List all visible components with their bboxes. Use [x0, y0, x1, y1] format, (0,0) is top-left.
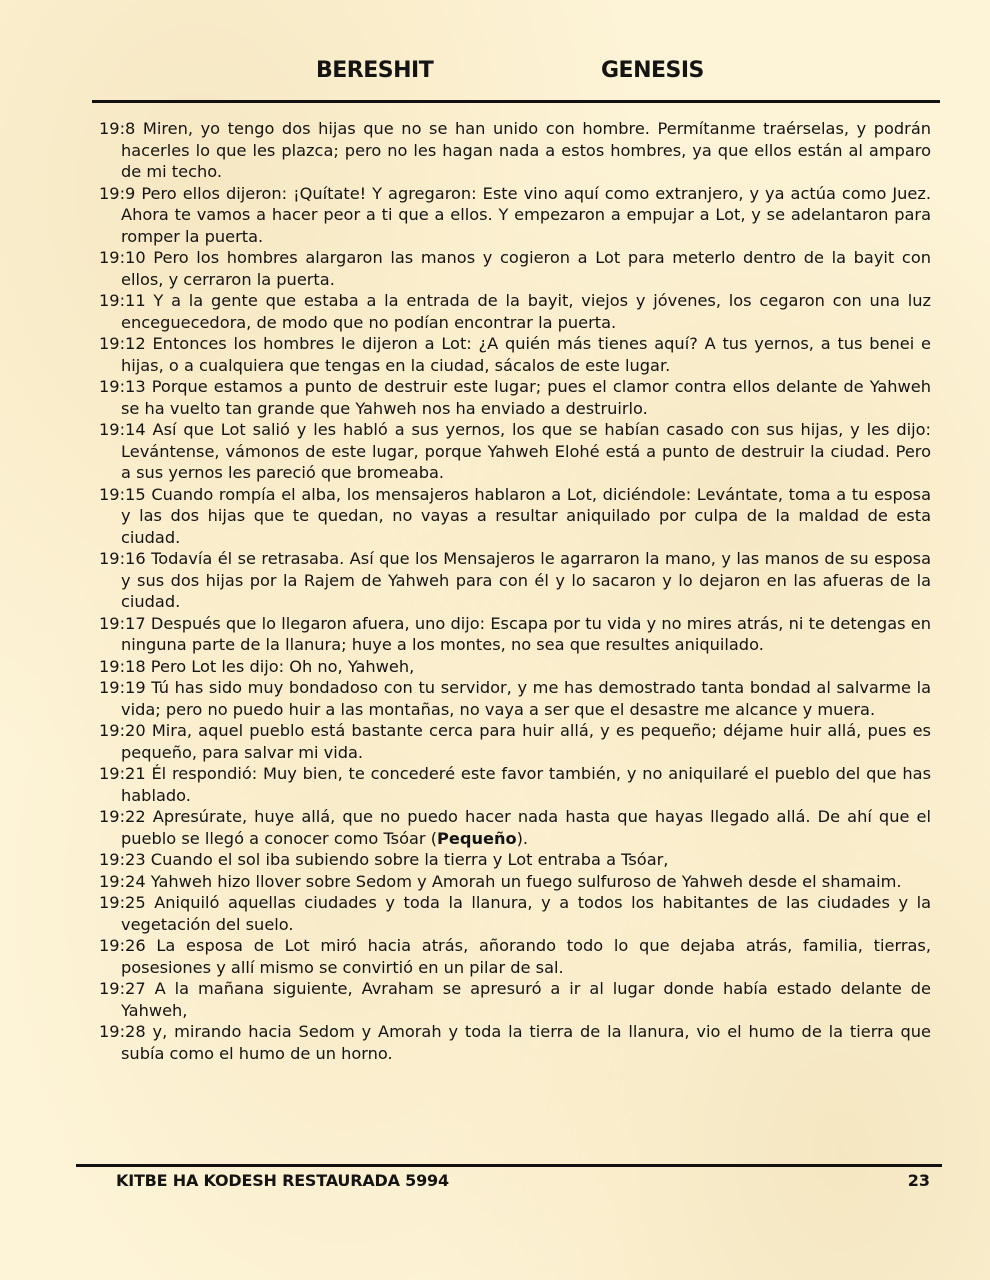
verse-reference: 19:19	[99, 678, 146, 697]
header-book-hebrew-title: BERESHIT	[316, 58, 434, 83]
verse-text: Pero ellos dijeron: ¡Quítate! Y agregaron: Este vino aquí como extranjero, y ya actúa como Juez. Ahora te vamos a hacer peor a ti que a ellos. Y empezaron a empujar a Lot, y se adelantaron para romper la puerta.	[121, 183, 931, 246]
verse-text: y, mirando hacia Sedom y Amorah y toda la tierra de la llanura, vio el humo de la tierra que subía como el humo de un horno.	[121, 1022, 931, 1063]
verse-text: Después que lo llegaron afuera, uno dijo: Escapa por tu vida y no mires atrás, ni te detengas en ninguna parte de la llanura; huye a los montes, no sea que resultes aniquilado.	[121, 613, 931, 654]
verse	[99, 183, 931, 248]
verse-reference: 19:20	[99, 721, 146, 740]
verse-text: Tú has sido muy bondadoso con tu servidor, y me has demostrado tanta bondad al salvarme la vida; pero no puedo huir a las montañas, no vaya a ser que el desastre me alcance y muera.	[121, 678, 931, 719]
verse	[99, 419, 931, 484]
verse-text: Así que Lot salió y les habló a sus yernos, los que se habían casado con sus hijas, y les dijo: Levántense, vámonos de este lugar, porque Yahweh Elohé está a punto de destruir la ciudad. Pero a sus yernos les pareció que bromeaba.	[121, 420, 931, 482]
footer-rule	[76, 1164, 942, 1167]
verse	[99, 935, 931, 978]
verse-text: Cuando rompía el alba, los mensajeros hablaron a Lot, diciéndole: Levántate, toma a tu esposa y las dos hijas que te quedan, no vayas a resultar aniquilado por culpa de la maldad de esta ciudad.	[121, 484, 931, 547]
verse-list	[99, 118, 931, 1064]
verse	[99, 677, 931, 720]
page-header	[0, 58, 990, 90]
verse	[99, 978, 931, 1021]
verse	[99, 290, 931, 333]
footer-publication-title: KITBE HA KODESH RESTAURADA 5994	[116, 1171, 449, 1190]
verse-reference: 19:11	[99, 291, 146, 310]
verse	[99, 656, 931, 678]
verse-text: Él respondió: Muy bien, te concederé este favor también, y no aniquilaré el pueblo del que has hablado.	[121, 764, 931, 805]
verse-reference: 19:8	[99, 119, 136, 138]
verse-text: Mira, aquel pueblo está bastante cerca para huir allá, y es pequeño; déjame huir allá, pues es pequeño, para salvar mi vida.	[121, 721, 931, 762]
verse	[99, 484, 931, 549]
verse-text: La esposa de Lot miró hacia atrás, añorando todo lo que dejaba atrás, familia, tierras, posesiones y allí mismo se convirtió en un pilar de sal.	[121, 936, 931, 977]
verse	[99, 763, 931, 806]
verse-reference: 19:23	[99, 850, 146, 869]
page-number: 23	[907, 1171, 930, 1190]
verse-reference: 19:25	[99, 893, 146, 912]
verse-reference: 19:21	[99, 764, 146, 783]
verse-text: Apresúrate, huye allá, que no puedo hacer nada hasta que hayas llegado allá. De ahí que el pueblo se llegó a conocer como Tsóar (	[121, 807, 931, 848]
verse-text: Pero Lot les dijo: Oh no, Yahweh,	[145, 656, 415, 676]
verse-text: Pero los hombres alargaron las manos y cogieron a Lot para meterlo dentro de la bayit con ellos, y cerraron la puerta.	[121, 248, 931, 289]
verse-reference: 19:12	[99, 334, 146, 353]
verse-reference: 19:16	[99, 549, 146, 568]
verse	[99, 806, 931, 849]
verse	[99, 613, 931, 656]
verse-text: Miren, yo tengo dos hijas que no se han unido con hombre. Permítanme traérselas, y podrán hacerles lo que les plazca; pero no les hagan nada a estos hombres, ya que ellos están al amparo de mi techo.	[121, 119, 931, 181]
verse	[99, 720, 931, 763]
verse-text-after: ).	[516, 828, 529, 848]
verse-text: Todavía él se retrasaba. Así que los Mensajeros le agarraron la mano, y las manos de su esposa y sus dos hijas por la Rajem de Yahweh para con él y lo sacaron y lo dejaron en las afueras de la ciudad.	[121, 549, 931, 611]
verse	[99, 376, 931, 419]
verse	[99, 1021, 931, 1064]
header-rule	[92, 100, 940, 103]
verse-reference: 19:27	[99, 979, 146, 998]
verse	[99, 333, 931, 376]
header-book-title: GENESIS	[601, 58, 704, 83]
verse-text: Y a la gente que estaba a la entrada de la bayit, viejos y jóvenes, los cegaron con una luz enceguecedora, de modo que no podían encontrar la puerta.	[121, 291, 931, 332]
verse	[99, 548, 931, 613]
verse	[99, 247, 931, 290]
verse-reference: 19:22	[99, 807, 146, 826]
verse-text: Aniquiló aquellas ciudades y toda la llanura, y a todos los habitantes de las ciudades y la vegetación del suelo.	[121, 893, 931, 934]
verse-text: Porque estamos a punto de destruir este lugar; pues el clamor contra ellos delante de Yahweh se ha vuelto tan grande que Yahweh nos ha enviado a destruirlo.	[121, 377, 931, 418]
verse-emphasis: Pequeño	[437, 828, 517, 848]
verse-reference: 19:17	[99, 613, 146, 633]
verse-text: A la mañana siguiente, Avraham se apresuró a ir al lugar donde había estado delante de Yahweh,	[121, 979, 931, 1020]
verse-reference: 19:10	[99, 248, 146, 267]
verse	[99, 892, 931, 935]
verse-reference: 19:26	[99, 936, 146, 955]
verse-reference: 19:24	[99, 871, 146, 891]
verse-reference: 19:13	[99, 377, 146, 396]
verse-text: Yahweh hizo llover sobre Sedom y Amorah un fuego sulfuroso de Yahweh desde el shamaim.	[145, 871, 902, 891]
verse-reference: 19:18	[99, 656, 146, 676]
verse-reference: 19:15	[99, 484, 146, 504]
verse	[99, 118, 931, 183]
verse-text: Cuando el sol iba subiendo sobre la tierra y Lot entraba a Tsóar,	[145, 850, 669, 869]
verse-reference: 19:28	[99, 1022, 146, 1041]
verse	[99, 849, 931, 871]
verse-text: Entonces los hombres le dijeron a Lot: ¿A quién más tienes aquí? A tus yernos, a tus benei e hijas, o a cualquiera que tengas en la ciudad, sácalos de este lugar.	[121, 334, 931, 375]
verse	[99, 871, 931, 893]
verse-reference: 19:14	[99, 420, 146, 439]
verse-reference: 19:9	[99, 183, 136, 203]
